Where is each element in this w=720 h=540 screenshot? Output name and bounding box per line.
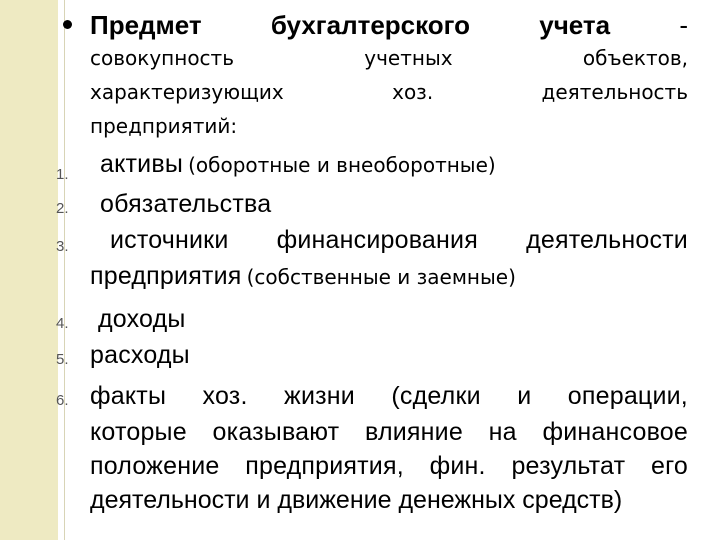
item-word: положение [90, 452, 220, 480]
item-main-text: активы [100, 150, 183, 178]
item-word: деятельности и движение денежных средств) [90, 486, 623, 514]
definition-line-2 [90, 46, 688, 76]
item-main-text: расходы [90, 341, 190, 369]
list-item-business-facts-cont-3 [90, 486, 688, 520]
list-number: 4. [56, 315, 69, 332]
list-item-assets [100, 150, 688, 186]
definition-word: учета [539, 10, 611, 40]
item-word: оказывают [212, 418, 340, 446]
item-main-text: обязательства [100, 190, 272, 218]
definition-line-3 [90, 80, 688, 110]
definition-word: предприятий: [90, 114, 238, 138]
definition-term: Предмет [90, 10, 202, 40]
definition-line-1 [90, 10, 688, 44]
item-word: фин. [429, 452, 486, 480]
item-word: жизни [284, 382, 355, 410]
list-number: 6. [56, 392, 69, 409]
definition-word: объектов, [582, 46, 688, 70]
definition-word: хоз. [392, 80, 434, 104]
item-word: (сделки [391, 382, 481, 410]
definition-dash: - [679, 10, 688, 40]
definition-word: характеризующих [90, 80, 284, 104]
definition-line-4 [90, 114, 688, 144]
list-item-liabilities [100, 190, 688, 224]
item-word: источники [110, 226, 229, 254]
item-word: результат [511, 452, 626, 480]
list-item-funding-sources [110, 226, 688, 260]
item-word: которые [90, 418, 187, 446]
item-main-text: доходы [98, 305, 186, 333]
list-number: 1. [56, 166, 69, 183]
list-item-business-facts [90, 382, 688, 416]
item-word: и [517, 382, 532, 410]
item-word: операции, [567, 382, 688, 410]
item-word: деятельности [526, 226, 688, 254]
item-word: предприятия, [245, 452, 404, 480]
item-word: финансирования [276, 226, 478, 254]
definition-word: бухгалтерского [270, 10, 471, 40]
list-item-business-facts-cont-2 [90, 452, 688, 486]
item-word: хоз. [202, 382, 248, 410]
item-word: факты [90, 382, 167, 410]
list-item-business-facts-cont-1 [90, 418, 688, 452]
list-number: 2. [56, 200, 69, 217]
item-word: его [651, 452, 688, 480]
list-number: 3. [56, 238, 69, 255]
definition-word: совокупность [90, 46, 234, 70]
definition-word: деятельность [541, 80, 688, 104]
list-item-income [98, 305, 688, 339]
item-word: влияние [365, 418, 463, 446]
list-item-funding-sources-cont [90, 262, 688, 296]
item-note-text: (оборотные и внеоборотные) [188, 153, 496, 177]
item-word: финансовое [542, 418, 688, 446]
bullet-dot-icon [63, 20, 72, 29]
item-note-text: (собственные и заемные) [246, 265, 516, 289]
item-main-text: предприятия [90, 262, 242, 290]
item-word: на [488, 418, 517, 446]
definition-word: учетных [364, 46, 453, 70]
list-item-expenses [90, 341, 688, 375]
list-number: 5. [56, 351, 69, 368]
